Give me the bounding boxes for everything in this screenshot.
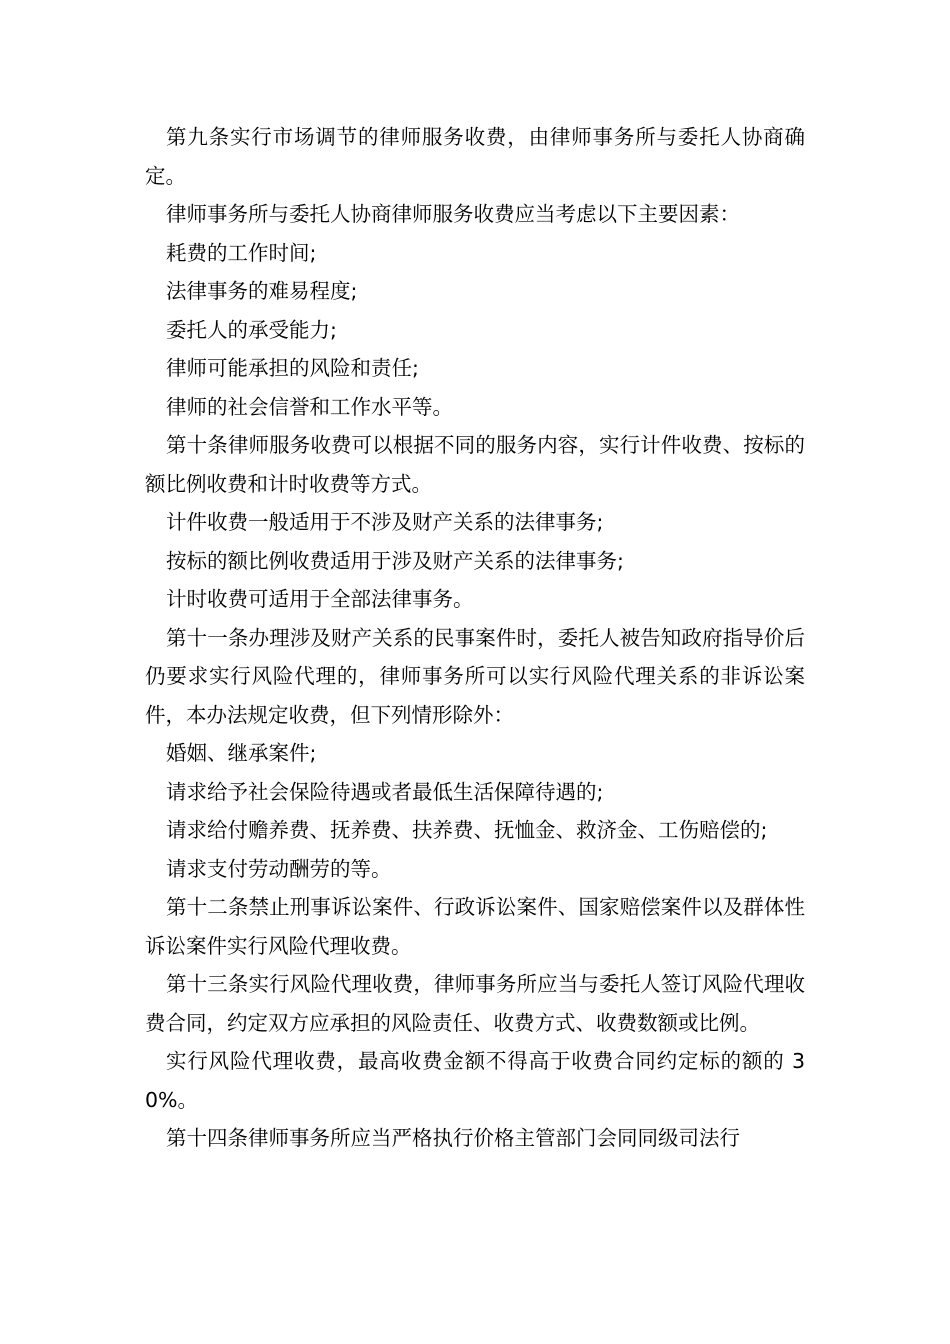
exception-item: 请求给付赡养费、抚养费、扶养费、抚恤金、救济金、工伤赔偿的; xyxy=(166,818,768,842)
article-12-paragraph: 第十二条禁止刑事诉讼案件、行政诉讼案件、国家赔偿案件以及群体性诉讼案件实行风险代理收费。 xyxy=(145,895,805,958)
article-9-paragraph: 第九条实行市场调节的律师服务收费，由律师事务所与委托人协商确定。 xyxy=(145,125,805,188)
risk-fee-cap-paragraph: 实行风险代理收费，最高收费金额不得高于收费合同约定标的额的 30%。 xyxy=(145,1049,805,1112)
factor-item: 耗费的工作时间; xyxy=(166,240,317,265)
factor-item: 法律事务的难易程度; xyxy=(166,279,358,303)
article-11-paragraph: 第十一条办理涉及财产关系的民事案件时，委托人被告知政府指导价后仍要求实行风险代理的，律师事务所可以实行风险代理关系的非诉讼案件，本办法规定收费，但下列情形除外： xyxy=(145,625,805,727)
fee-method-item: 按标的额比例收费适用于涉及财产关系的法律事务; xyxy=(166,548,624,573)
factors-intro-paragraph: 律师事务所与委托人协商律师服务收费应当考虑以下主要因素： xyxy=(166,202,740,226)
exception-item: 请求支付劳动酬劳的等。 xyxy=(166,856,392,881)
factor-item: 委托人的承受能力; xyxy=(166,317,337,342)
exception-item: 请求给予社会保险待遇或者最低生活保障待遇的; xyxy=(166,779,604,804)
factor-item: 律师的社会信誉和工作水平等。 xyxy=(166,394,453,419)
fee-method-item: 计件收费一般适用于不涉及财产关系的法律事务; xyxy=(166,510,604,534)
article-13-paragraph: 第十三条实行风险代理收费，律师事务所应当与委托人签订风险代理收费合同，约定双方应承担的风险责任、收费方式、收费数额或比例。 xyxy=(145,972,805,1035)
factor-item: 律师可能承担的风险和责任; xyxy=(166,356,419,380)
article-10-paragraph: 第十条律师服务收费可以根据不同的服务内容，实行计件收费、按标的额比例收费和计时收费等方式。 xyxy=(145,433,805,496)
article-14-paragraph: 第十四条律师事务所应当严格执行价格主管部门会同同级司法行 xyxy=(166,1126,740,1150)
document-body xyxy=(145,118,805,1158)
exception-item: 婚姻、继承案件; xyxy=(166,741,317,765)
fee-method-item: 计时收费可适用于全部法律事务。 xyxy=(166,587,474,611)
